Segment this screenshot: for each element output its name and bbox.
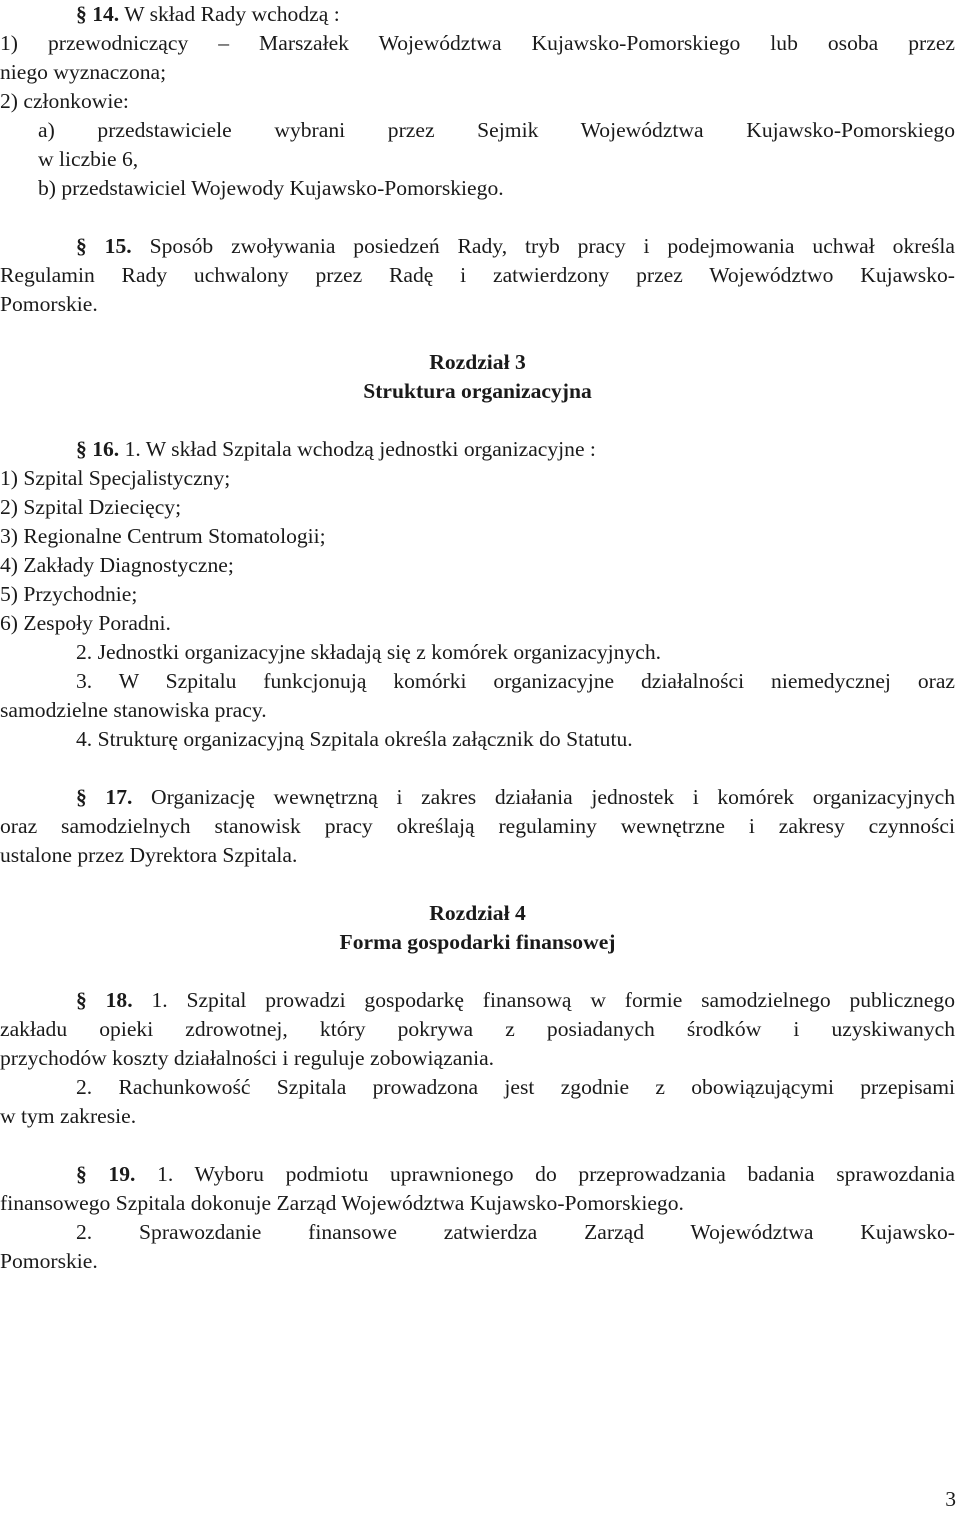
s19-para-2a: 2. Sprawozdanie finansowe zatwierdza Zarząd Województwa Kujawsko-	[76, 1220, 955, 1244]
s18-para-2b: w tym zakresie.	[0, 1104, 137, 1128]
s17-heading: § 17.	[76, 785, 133, 809]
s14-line-3: niego wyznaczona;	[0, 60, 167, 84]
chapter-3-subtitle: Struktura organizacyjna	[363, 379, 592, 403]
s15-heading: § 15.	[76, 234, 132, 258]
s18-line-2: zakładu opieki zdrowotnej, który pokrywa z posiadanych środków i uzyskiwanych	[0, 1017, 955, 1041]
s18-line-1: § 18. 1. Szpital prowadzi gospodarkę finansową w formie samodzielnego publicznego	[76, 988, 955, 1012]
s14-line-4: 2) członkowie:	[0, 89, 129, 113]
s19-line-2: finansowego Szpitala dokonuje Zarząd Województwa Kujawsko-Pomorskiego.	[0, 1191, 684, 1215]
s17-line-3: ustalone przez Dyrektora Szpitala.	[0, 843, 298, 867]
s16-item: 2) Szpital Dziecięcy;	[0, 495, 182, 519]
s15-line-1: § 15. Sposób zwoływania posiedzeń Rady, tryb pracy i podejmowania uchwał określa	[76, 234, 956, 258]
s16-item: 4) Zakłady Diagnostyczne;	[0, 553, 234, 577]
s18-para-2a: 2. Rachunkowość Szpitala prowadzona jest zgodnie z obowiązującymi przepisami	[76, 1075, 955, 1099]
s16-para-3b: samodzielne stanowiska pracy.	[0, 698, 267, 722]
s14-line-7: b) przedstawiciel Wojewody Kujawsko-Pomorskiego.	[38, 176, 504, 200]
s16-item: 6) Zespoły Poradni.	[0, 611, 171, 635]
chapter-3-title: Rozdział 3	[429, 350, 526, 374]
s16-heading: § 16.	[76, 437, 120, 461]
s14-heading: § 14.	[76, 2, 120, 26]
s18-line-3: przychodów koszty działalności i reguluje zobowiązania.	[0, 1046, 495, 1070]
s14-line-1: § 14. W skład Rady wchodzą :	[76, 2, 340, 26]
s14-line-5: a) przedstawiciele wybrani przez Sejmik Województwa Kujawsko-Pomorskiego	[38, 118, 955, 142]
chapter-4-title: Rozdział 4	[429, 901, 526, 925]
s18-heading: § 18.	[76, 988, 133, 1012]
s16-item: 1) Szpital Specjalistyczny;	[0, 466, 231, 490]
s16-item: 3) Regionalne Centrum Stomatologii;	[0, 524, 326, 548]
chapter-4-subtitle: Forma gospodarki finansowej	[339, 930, 616, 954]
s19-para-2b: Pomorskie.	[0, 1249, 98, 1273]
s14-line-2: 1) przewodniczący – Marszałek Województwa Kujawsko-Pomorskiego lub osoba przez	[0, 31, 955, 55]
s16-para-2: 2. Jednostki organizacyjne składają się z komórek organizacyjnych.	[76, 640, 662, 664]
s17-line-2: oraz samodzielnych stanowisk pracy określają regulaminy wewnętrzne i zakresy czynności	[0, 814, 955, 838]
s17-line-1: § 17. Organizację wewnętrzną i zakres działania jednostek i komórek organizacyjnych	[76, 785, 955, 809]
s19-line-1: § 19. 1. Wyboru podmiotu uprawnionego do przeprowadzania badania sprawozdania	[76, 1162, 955, 1186]
s15-line-3: Pomorskie.	[0, 292, 98, 316]
s19-heading: § 19.	[76, 1162, 136, 1186]
s16-line-1: § 16. 1. W skład Szpitala wchodzą jednostki organizacyjne :	[76, 437, 596, 461]
s14-line-6: w liczbie 6,	[38, 147, 139, 171]
page-number: 3	[945, 1487, 956, 1511]
s16-para-3a: 3. W Szpitalu funkcjonują komórki organizacyjne działalności niemedycznej oraz	[76, 669, 955, 693]
s16-para-4: 4. Strukturę organizacyjną Szpitala określa załącznik do Statutu.	[76, 727, 633, 751]
s15-line-2: Regulamin Rady uchwalony przez Radę i zatwierdzony przez Województwo Kujawsko-	[0, 263, 955, 287]
s16-item: 5) Przychodnie;	[0, 582, 138, 606]
